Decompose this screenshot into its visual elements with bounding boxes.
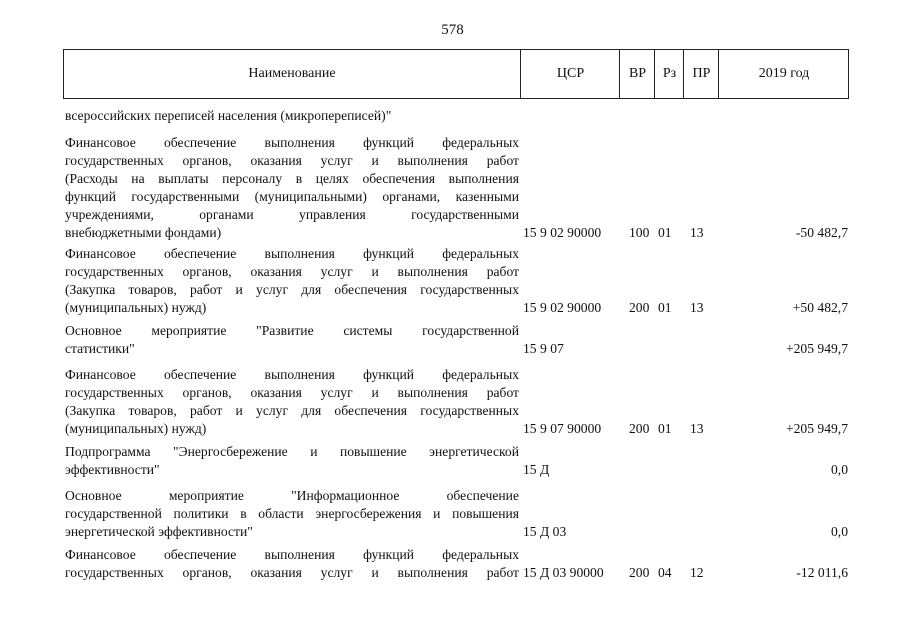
header-year: 2019 год [718, 50, 849, 98]
row-rz: 01 [658, 225, 672, 240]
row-rz: 01 [658, 421, 672, 436]
row-name [65, 487, 519, 541]
row-name [65, 366, 519, 438]
row-name-line: государственных органов, оказания услуг и выполнения работ [65, 153, 519, 168]
row-name-line: эффективности" [65, 462, 160, 477]
row-name-line: внебюджетными фондами) [65, 225, 222, 240]
header-rz: Рз [654, 50, 684, 98]
row-name-line: статистики" [65, 341, 135, 356]
row-pr: 13 [690, 421, 704, 436]
row-name [65, 134, 519, 242]
row-amount: 0,0 [831, 462, 848, 477]
row-pr: 13 [690, 225, 704, 240]
row-csr: 15 9 07 [523, 341, 564, 356]
row-amount: +50 482,7 [792, 300, 848, 315]
row-amount: -12 011,6 [796, 565, 848, 580]
row-name-line: Финансовое обеспечение выполнения функций федеральных [65, 135, 519, 150]
row-vr: 200 [629, 565, 650, 580]
row-name-line: учреждениями, органами управления государственными [65, 207, 519, 222]
row-pr: 12 [690, 565, 704, 580]
row-name-line: Подпрограмма "Энергосбережение и повышение энергетической [65, 444, 519, 459]
row-name-line: государственных органов, оказания услуг и выполнения работ [65, 565, 519, 580]
header-vr: ВР [619, 50, 655, 98]
row-csr: 15 Д 03 [523, 524, 567, 539]
row-name-line: государственных органов, оказания услуг и выполнения работ [65, 264, 519, 279]
row-name [65, 322, 519, 358]
row-name-line: Основное мероприятие "Информационное обеспечение [65, 488, 519, 503]
row-vr: 200 [629, 300, 650, 315]
header-pr: ПР [683, 50, 719, 98]
row-name-line: энергетической эффективности" [65, 524, 253, 539]
row-pr: 13 [690, 300, 704, 315]
row-name-line: всероссийских переписей населения (микропереписей)" [65, 108, 392, 123]
row-rz: 01 [658, 300, 672, 315]
row-name [65, 443, 519, 479]
row-vr: 100 [629, 225, 650, 240]
row-name-line: (муниципальных) нужд) [65, 421, 207, 436]
row-name-line: государственных органов, оказания услуг и выполнения работ [65, 385, 519, 400]
row-name-line: государственной политики в области энергосбережения и повышения [65, 506, 519, 521]
row-amount: 0,0 [831, 524, 848, 539]
row-name-line: (Закупка товаров, работ и услуг для обеспечения государственных [65, 282, 519, 297]
row-name-line: Финансовое обеспечение выполнения функций федеральных [65, 547, 519, 562]
row-csr: 15 9 02 90000 [523, 300, 602, 315]
row-name-line: функций государственными (муниципальными) органами, казенными [65, 189, 519, 204]
row-name-line: (Расходы на выплаты персоналу в целях обеспечения выполнения [65, 171, 519, 186]
row-rz: 04 [658, 565, 672, 580]
row-name-line: Основное мероприятие "Развитие системы государственной [65, 323, 519, 338]
page-number: 578 [441, 22, 464, 38]
row-csr: 15 9 02 90000 [523, 225, 602, 240]
row-amount: -50 482,7 [795, 225, 848, 240]
row-csr: 15 9 07 90000 [523, 421, 602, 436]
header-name: Наименование [248, 66, 336, 81]
row-name-line: (Закупка товаров, работ и услуг для обеспечения государственных [65, 403, 519, 418]
row-amount: +205 949,7 [785, 341, 848, 356]
header-csr: ЦСР [520, 50, 620, 98]
row-csr: 15 Д 03 90000 [523, 565, 604, 580]
row-name-line: Финансовое обеспечение выполнения функций федеральных [65, 367, 519, 382]
row-vr: 200 [629, 421, 650, 436]
row-csr: 15 Д [523, 462, 550, 477]
row-name [65, 245, 519, 317]
row-name-line: Финансовое обеспечение выполнения функций федеральных [65, 246, 519, 261]
row-amount: +205 949,7 [785, 421, 848, 436]
row-name-line: (муниципальных) нужд) [65, 300, 207, 315]
table-header [63, 49, 849, 99]
row-name [65, 107, 519, 125]
row-name [65, 546, 519, 582]
